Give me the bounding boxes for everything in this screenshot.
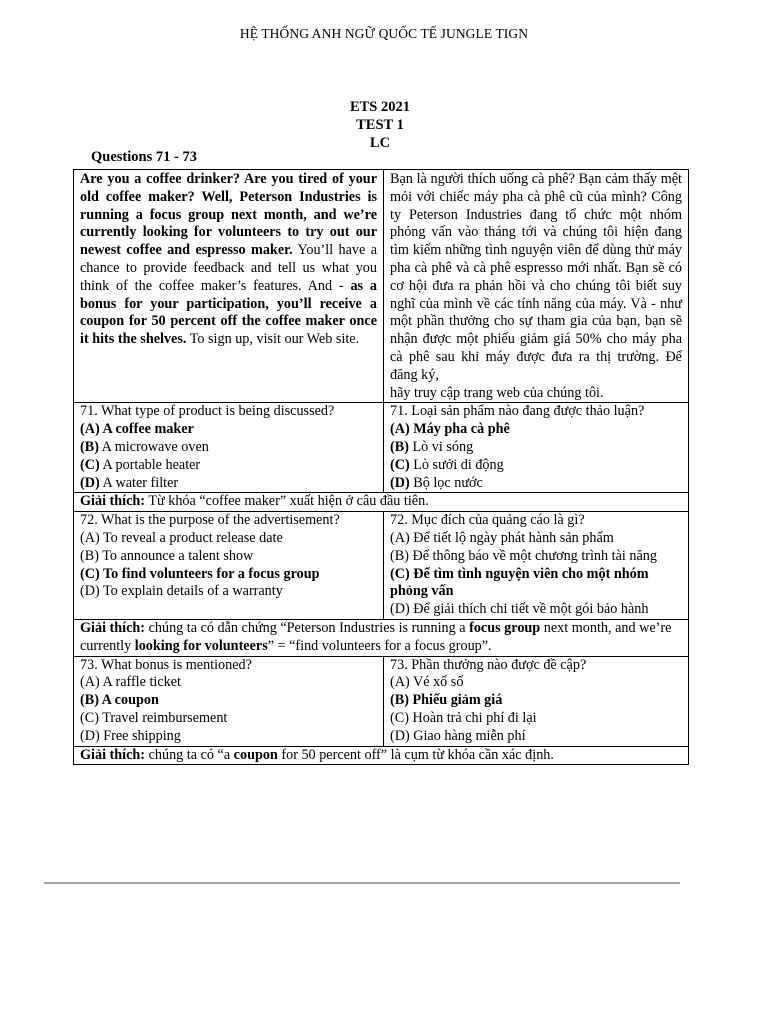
- q72-vietnamese: [384, 512, 689, 620]
- footer-divider: [44, 882, 680, 884]
- passage-vietnamese: [384, 170, 689, 403]
- qa-table: [73, 169, 689, 765]
- q73-explain-text-2: for 50 percent off” là cụm từ khóa cần xác định.: [277, 746, 554, 763]
- document-header: HỆ THỐNG ANH NGỮ QUỐC TẾ JUNGLE TIGN: [239, 26, 529, 41]
- q71-en-option-d: (D) A water filter: [80, 474, 179, 491]
- section-title: LC: [369, 135, 391, 151]
- q71-explanation: [74, 493, 689, 512]
- q73-vi-option-c: (C) Hoàn trả chi phí đi lại: [390, 709, 537, 726]
- q72-en-option-a: (A) To reveal a product release date: [80, 529, 283, 546]
- title-block: [0, 98, 760, 152]
- q72-english: [74, 512, 384, 620]
- q73-vietnamese: [384, 656, 689, 746]
- q72-explain-bold-2: looking for volunteers: [134, 637, 268, 654]
- questions-label: Questions 71 - 73: [91, 149, 197, 165]
- q71-explain-text: Từ khóa “coffee maker” xuất hiện ở câu đầu tiên.: [145, 493, 429, 510]
- q71-explain-label: Giải thích:: [80, 493, 146, 510]
- q73-en-option-b: (B) A coupon: [80, 692, 159, 709]
- test-title: TEST 1: [356, 117, 404, 133]
- q72-explanation-row: [74, 619, 689, 656]
- q72-en-option-b: (B) To announce a talent show: [80, 547, 254, 564]
- q71-vi-option-a: (A) Máy pha cà phê: [390, 421, 510, 438]
- q73-explain-label: Giải thích:: [80, 746, 146, 763]
- q72-en-option-c: (C) To find volunteers for a focus group: [80, 565, 320, 582]
- q73-en-question: 73. What bonus is mentioned?: [80, 656, 252, 673]
- q72-vi-option-a: (A) Để tiết lộ ngày phát hành sản phẩm: [390, 529, 614, 546]
- q72-explain-text-2: next month, and we’re currently: [80, 619, 672, 654]
- q73-explanation: [74, 746, 689, 765]
- q73-vi-option-b: (B) Phiếu giảm giá: [390, 692, 503, 709]
- q73-explain-bold-1: coupon: [233, 746, 278, 763]
- q72-vi-option-c: (C) Để tìm tình nguyện viên cho một nhóm phỏng vấn: [390, 565, 649, 600]
- q72-en-question: 72. What is the purpose of the advertisement?: [80, 512, 340, 529]
- q73-explain-text-1: chúng ta có “a: [145, 746, 234, 763]
- passage-row: [74, 170, 689, 403]
- q71-explanation-row: [74, 493, 689, 512]
- q71-vi-option-d: (D) Bộ lọc nước: [390, 474, 483, 491]
- q72-vi-option-b: (B) Để thông báo về một chương trình tài năng: [390, 547, 657, 564]
- q72-explain-bold-1: focus group: [469, 619, 541, 636]
- q73-vi-question: 73. Phần thưởng nào được đề cập?: [390, 656, 587, 673]
- passage-vi-main: Bạn là người thích uống cà phê? Bạn cảm thấy mệt mỏi với chiếc máy pha cà phê cũ của mình? Công ty Peterson Industries đang tổ chức một nhóm phỏng vấn vào tháng tới và chúng tôi hiện đang tìm kiếm những tình nguyện viên để dùng thử máy pha cà phê và cà phê espresso mới nhất. Bạn sẽ có cơ hội đưa ra phản hồi và cho chúng tôi biết suy nghĩ của mình về các tính năng của máy. Và - như một phần thưởng cho sự tham gia của bạn, bạn sẽ nhận được một phiếu giảm giá 50% cho máy pha cà phê sau khi máy được đưa ra thị trường. Để đăng ký,: [390, 171, 682, 383]
- q72-explain-text-3: ” = “find volunteers for a focus group”.: [267, 637, 492, 654]
- q72-row: [74, 512, 689, 620]
- passage-english: [74, 170, 384, 403]
- q73-en-option-d: (D) Free shipping: [80, 727, 181, 744]
- q72-explain-label: Giải thích:: [80, 619, 146, 636]
- q71-en-option-b: (B) A microwave oven: [80, 438, 209, 455]
- q71-row: [74, 403, 689, 493]
- q72-vi-option-d: (D) Để giải thích chi tiết về một gói bảo hành: [390, 601, 649, 618]
- q71-en-question: 71. What type of product is being discussed?: [80, 403, 335, 420]
- q73-row: [74, 656, 689, 746]
- q71-vietnamese: [384, 403, 689, 493]
- q73-explanation-row: [74, 746, 689, 765]
- q73-vi-option-a: (A) Vé xổ số: [390, 674, 464, 691]
- q73-en-option-a: (A) A raffle ticket: [80, 674, 181, 691]
- q73-vi-option-d: (D) Giao hàng miễn phí: [390, 727, 526, 744]
- q71-en-option-c: (C) A portable heater: [80, 456, 201, 473]
- q71-english: [74, 403, 384, 493]
- q73-en-option-c: (C) Travel reimbursement: [80, 709, 228, 726]
- q71-en-option-a: (A) A coffee maker: [80, 421, 194, 438]
- exam-title: ETS 2021: [349, 99, 411, 115]
- q71-vi-option-b: (B) Lò vi sóng: [390, 438, 474, 455]
- q72-explain-text-1: chúng ta có dẫn chứng “Peterson Industries is running a: [145, 619, 470, 636]
- q73-english: [74, 656, 384, 746]
- passage-en-plain-1: You’ll have a chance to provide feedback and tell us what you think of the coffee maker’s features. And -: [80, 242, 378, 294]
- q72-en-option-d: (D) To explain details of a warranty: [80, 583, 283, 600]
- q71-vi-question: 71. Loại sản phẩm nào đang được thảo luận?: [390, 403, 645, 420]
- q72-vi-question: 72. Mục đích của quảng cáo là gì?: [390, 512, 585, 529]
- passage-en-bold-2: as a bonus for your participation, you’ll receive a coupon for 50 percent off the coffee maker once it hits the shelves.: [80, 277, 377, 348]
- passage-en-bold-1: Are you a coffee drinker? Are you tired of your old coffee maker? Well, Peterson Industries is running a focus group next month, and we’re currently looking for volunteers to try out our newest coffee and espresso maker.: [80, 171, 377, 259]
- q71-vi-option-c: (C) Lò sưởi di động: [390, 456, 504, 473]
- q72-explanation: [74, 619, 689, 656]
- passage-vi-last: hãy truy cập trang web của chúng tôi.: [390, 384, 604, 401]
- passage-en-plain-2: To sign up, visit our Web site.: [186, 331, 360, 348]
